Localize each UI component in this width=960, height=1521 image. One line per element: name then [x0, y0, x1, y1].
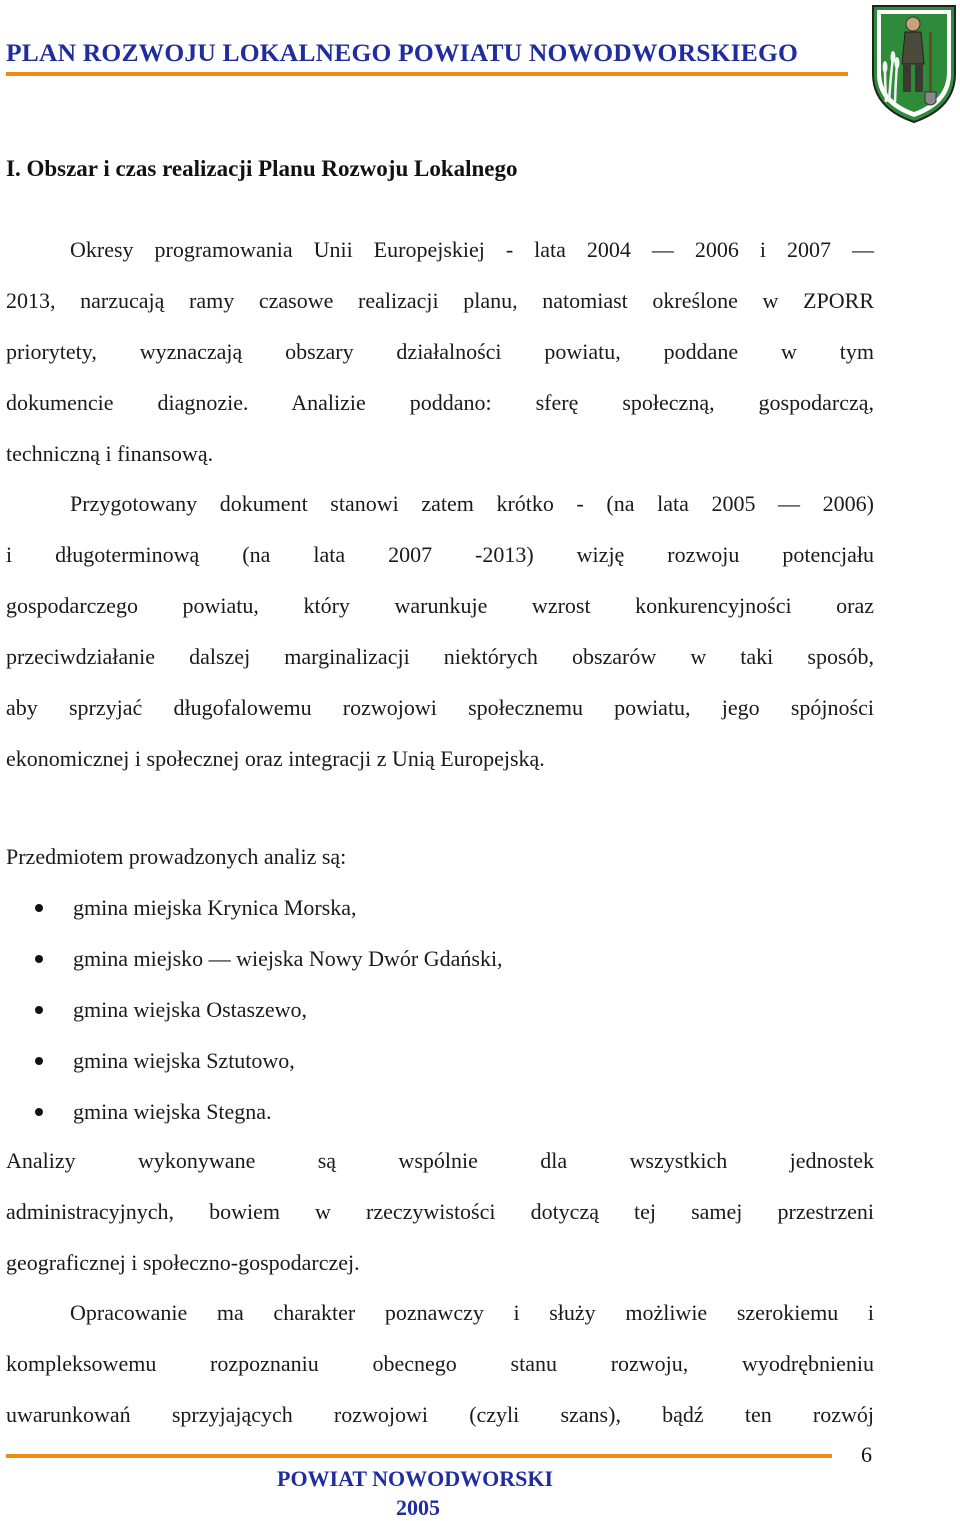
- paragraph-joint-analysis: [6, 1135, 874, 1288]
- text-line: geograficznej i społeczno-gospodarczej.: [6, 1250, 360, 1275]
- footer-year: 2005: [396, 1495, 440, 1520]
- text-line: kompleksowemu rozpoznaniu obecnego stanu rozwoju, wyodrębnieniu: [6, 1351, 874, 1376]
- text-line: techniczną i finansową.: [6, 441, 214, 466]
- text-line: administracyjnych, bowiem w rzeczywistości dotyczą tej samej przestrzeni: [6, 1199, 874, 1224]
- text-line: uwarunkowań sprzyjających rozwojowi (czyli szans), bądź ten rozwój: [6, 1402, 874, 1427]
- text-line: priorytety, wyznaczają obszary działalności powiatu, poddane w tym: [6, 339, 874, 364]
- text-line: przeciwdziałanie dalszej marginalizacji niektórych obszarów w taki sposób,: [6, 644, 874, 669]
- bullet-icon: [35, 1057, 43, 1065]
- paragraph-study-character: [6, 1287, 874, 1440]
- bullet-icon: [35, 1108, 43, 1116]
- text-line: aby sprzyjać długofalowemu rozwojowi społecznemu powiatu, jego spójności: [6, 695, 874, 720]
- text-line: Okresy programowania Unii Europejskiej - lata 2004 — 2006 i 2007 —: [70, 237, 874, 262]
- text-line: Przygotowany dokument stanowi zatem krótko - (na lata 2005 — 2006): [70, 491, 874, 516]
- text-line: Przedmiotem prowadzonych analiz są:: [6, 844, 347, 869]
- list-item: gmina miejska Krynica Morska,: [0, 882, 880, 933]
- list-item: gmina miejsko — wiejska Nowy Dwór Gdański,: [0, 933, 880, 984]
- header-divider: [6, 72, 848, 76]
- page-number: 6: [861, 1442, 872, 1467]
- text-line: dokumencie diagnozie. Analizie poddano: sferę społeczną, gospodarczą,: [6, 390, 874, 415]
- text-line: i długoterminową (na lata 2007 -2013) wizję rozwoju potencjału: [6, 542, 874, 567]
- text-line: 2013, narzucają ramy czasowe realizacji planu, natomiast określone w ZPORR: [6, 288, 874, 313]
- bullet-icon: [35, 1006, 43, 1014]
- footer-title: POWIAT NOWODWORSKI: [277, 1466, 554, 1491]
- section-heading: I. Obszar i czas realizacji Planu Rozwoju Lokalnego: [6, 156, 518, 181]
- analysis-subject-intro: [6, 831, 874, 882]
- text-line: Opracowanie ma charakter poznawczy i służy możliwie szerokiemu i: [70, 1300, 874, 1325]
- bullet-icon: [35, 955, 43, 963]
- footer-divider: [6, 1454, 832, 1458]
- list-item: gmina wiejska Ostaszewo,: [0, 984, 880, 1035]
- paragraph-document-vision: [6, 478, 874, 784]
- text-line: Analizy wykonywane są wspólnie dla wszystkich jednostek: [6, 1148, 874, 1173]
- text-line: ekonomicznej i społecznej oraz integracji z Unią Europejską.: [6, 746, 545, 771]
- bullet-icon: [35, 904, 43, 912]
- gmina-list: [0, 882, 880, 1137]
- list-item: gmina wiejska Sztutowo,: [0, 1035, 880, 1086]
- list-item: gmina wiejska Stegna.: [0, 1086, 880, 1137]
- document-title: PLAN ROZWOJU LOKALNEGO POWIATU NOWODWORSKIEGO: [6, 38, 799, 67]
- text-line: gospodarczego powiatu, który warunkuje wzrost konkurencyjności oraz: [6, 593, 874, 618]
- paragraph-programming-periods: [6, 224, 874, 479]
- coat-of-arms-icon: [869, 2, 959, 124]
